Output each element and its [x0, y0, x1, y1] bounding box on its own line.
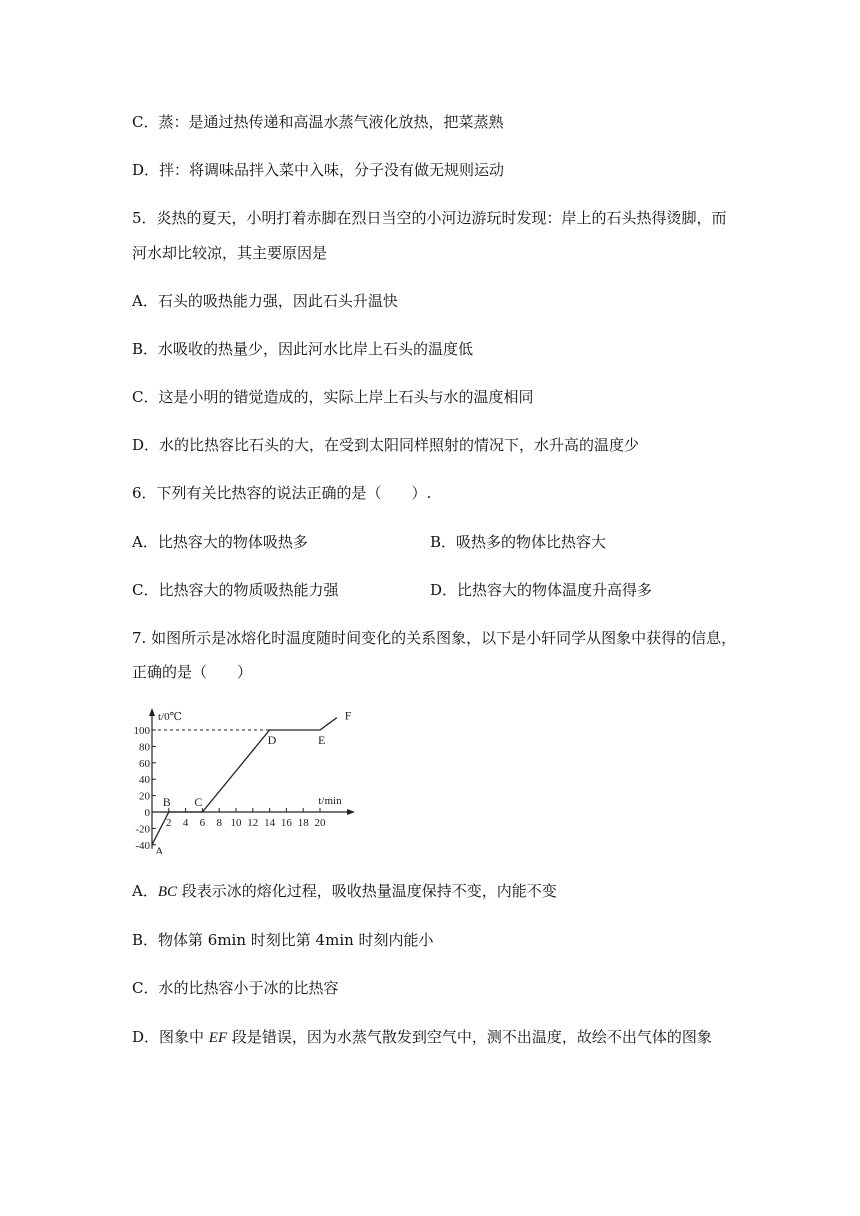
y-tick-label: 20 [139, 790, 150, 803]
x-tick-label: 16 [280, 817, 292, 829]
q7-option-a [132, 880, 557, 903]
x-axis-label: t/min [318, 795, 342, 807]
q5-option-d: D．水的比热容比石头的大，在受到太阳同样照射的情况下，水升高的温度少 [132, 436, 640, 454]
y-tick-label: -40 [135, 839, 150, 852]
x-tick-label: 4 [182, 817, 189, 829]
x-tick-label: 12 [247, 817, 259, 829]
ice-melting-chart [125, 706, 365, 854]
y-tick-label: 100 [133, 725, 150, 737]
q7-option-d-ef: EF [208, 1030, 228, 1046]
q5-option-c: C．这是小明的错觉造成的，实际上岸上石头与水的温度相同 [132, 388, 534, 406]
q7-option-a-text: 段表示冰的熔化过程，吸收热量温度保持不变，内能不变 [177, 882, 557, 900]
point-label-a: A [155, 843, 164, 854]
q5-stem-line2: 河水却比较凉，其主要原因是 [132, 244, 328, 262]
x-tick-label: 8 [216, 817, 222, 829]
q6-option-c: C．比热容大的物质吸热能力强 [132, 581, 339, 599]
y-axis-arrow [149, 708, 155, 716]
point-label-d: D [267, 733, 277, 747]
q6-option-a: A．比热容大的物体吸热多 [132, 533, 308, 551]
q7-option-d-text: 段是错误，因为水蒸气散发到空气中，测不出温度，故绘不出气体的图象 [227, 1028, 712, 1046]
q7-option-b: B．物体第 6min 时刻比第 4min 时刻内能小 [132, 931, 434, 949]
y-tick-label: 0 [144, 807, 150, 819]
x-tick-label: 10 [230, 817, 242, 829]
q6-option-b: B．吸热多的物体比热容大 [430, 533, 607, 551]
point-label-b: B [162, 795, 171, 809]
x-tick-label: 18 [297, 817, 309, 829]
q7-option-a-bc: BC [157, 884, 178, 900]
q7-stem-line1: 7. 如图所示是冰熔化时温度随时间变化的关系图象，以下是小轩同学从图象中获得的信息， [132, 629, 737, 647]
x-tick-label: 14 [264, 817, 276, 829]
x-tick-label: 6 [199, 817, 206, 829]
q7-option-d [132, 1026, 712, 1049]
q7-option-c: C．水的比热容小于冰的比热容 [132, 979, 339, 997]
point-label-e: E [318, 733, 326, 747]
point-label-c: C [194, 795, 203, 809]
y-tick-label: 60 [139, 757, 150, 770]
x-tick-label: 2 [166, 817, 172, 829]
x-axis-arrow [347, 809, 355, 815]
q6-option-d: D．比热容大的物体温度升高得多 [430, 581, 653, 599]
q7-option-a-prefix: A． [132, 882, 158, 900]
q7-stem-line2: 正确的是（ ） [132, 663, 253, 681]
q5-option-a: A．石头的吸热能力强，因此石头升温快 [132, 292, 398, 310]
q6-stem: 6．下列有关比热容的说法正确的是（ ）. [132, 484, 432, 502]
q5-option-b: B．水吸收的热量少，因此河水比岸上石头的温度低 [132, 340, 474, 358]
y-tick-label: -20 [135, 823, 150, 836]
y-axis-label: t/0℃ [158, 711, 182, 723]
q5-stem-line1: 5．炎热的夏天，小明打着赤脚在烈日当空的小河边游玩时发现：岸上的石头热得烫脚，而 [132, 209, 727, 227]
y-tick-label: 40 [139, 774, 150, 787]
q4-option-c: C．蒸：是通过热传递和高温水蒸气液化放热，把菜蒸熟 [132, 113, 504, 131]
temperature-line [152, 718, 337, 845]
q4-option-d: D．拌：将调味品拌入菜中入味，分子没有做无规则运动 [132, 161, 505, 179]
x-tick-label: 20 [314, 817, 326, 829]
point-label-f: F [344, 708, 352, 723]
y-tick-label: 80 [139, 741, 150, 754]
q7-option-d-prefix: D．图象中 [132, 1028, 209, 1046]
